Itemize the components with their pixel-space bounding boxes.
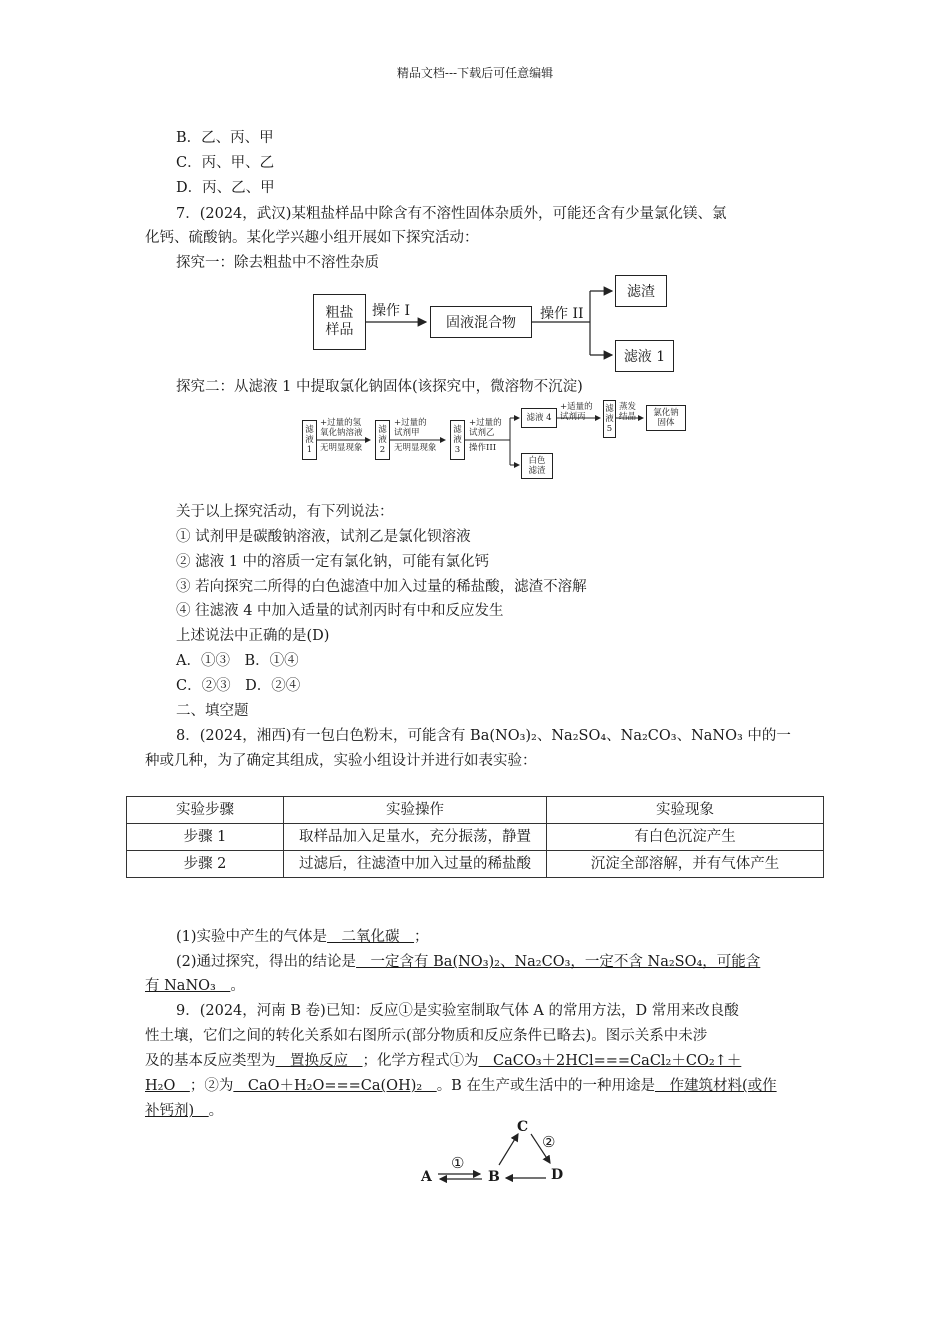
table-header: 实验步骤 — [127, 797, 284, 824]
page-header: 精品文档---下载后可任意编辑 — [396, 66, 554, 80]
arrow3-top-label: +过量的 试剂乙 — [469, 418, 502, 438]
table-header: 实验操作 — [284, 797, 547, 824]
statement-2: ② 滤液 1 中的溶质一定有氯化钠，可能有氯化钙 — [176, 554, 490, 570]
statement-1: ① 试剂甲是碳酸钠溶液，试剂乙是氯化钡溶液 — [176, 529, 471, 545]
table-cell: 有白色沉淀产生 — [547, 824, 824, 851]
arrow1-top-label: +过量的氢 氧化钠溶液 — [320, 418, 363, 438]
option-c: C．丙、甲、乙 — [176, 155, 275, 171]
q8-line1: 8．(2024，湘西)有一包白色粉末，可能含有 Ba(NO₃)₂、Na₂SO₄、Na₂CO₃、NaNO₃ 中的一 — [176, 728, 791, 744]
crude-salt-box: 粗盐 样品 — [313, 294, 366, 350]
table-cell: 沉淀全部溶解，并有气体产生 — [547, 851, 824, 878]
q7-inquiry2: 探究二：从滤液 1 中提取氯化钠固体(该探究中，微溶物不沉淀) — [176, 379, 583, 395]
evaporate-label: 蒸发 结晶 — [619, 402, 637, 422]
node-d: D — [551, 1167, 564, 1183]
q8-line2: 种或几种，为了确定其组成，实验小组设计并进行如表实验： — [145, 753, 537, 769]
q7-options-ab: A．①③ B．①④ — [176, 653, 299, 669]
q8-a2-answer-part2: 有 NaNO₃ — [145, 978, 231, 994]
table-cell: 过滤后，往滤渣中加入过量的稀盐酸 — [284, 851, 547, 878]
residue-box: 滤渣 — [615, 275, 667, 307]
filtrate1-small: 滤 液 1 — [302, 420, 317, 460]
filtrate4-box: 滤液 4 — [521, 408, 557, 428]
filtrate2-box: 滤 液 2 — [375, 420, 390, 460]
section-title: 二、填空题 — [176, 703, 249, 719]
table-cell: 取样品加入足量水，充分振荡，静置 — [284, 824, 547, 851]
option-d: D．丙、乙、甲 — [176, 180, 275, 196]
q9-line2: 性土壤，它们之间的转化关系如右图所示(部分物质和反应条件已略去)。图示关系中未涉 — [145, 1028, 708, 1044]
arrow1-bottom-label: 无明显现象 — [320, 443, 363, 453]
arrow2-top-label: +过量的 试剂甲 — [394, 418, 427, 438]
arrow2-bottom-label: 无明显现象 — [394, 443, 437, 453]
q8-a1-suffix: ； — [414, 929, 429, 945]
white-residue-box: 白色 滤渣 — [521, 453, 553, 479]
op2-label: 操作 II — [540, 306, 584, 322]
q9-answer-eq1-part1: CaCO₃＋2HCl===CaCl₂＋CO₂↑＋ — [478, 1053, 742, 1069]
q8-a1-prefix: (1)实验中产生的气体是 — [176, 929, 328, 945]
filtrate3-box: 滤 液 3 — [450, 420, 465, 460]
q9-answer-reaction-type: 置换反应 — [275, 1053, 363, 1069]
q9-l4-mid2: 。B 在生产或生活中的一种用途是 — [436, 1078, 655, 1094]
q8-a2-prefix: (2)通过探究，得出的结论是 — [176, 954, 357, 970]
mixture-box: 固液混合物 — [430, 306, 532, 338]
q8-a2-suffix: 。 — [230, 978, 245, 994]
arrow4-top-label: +适量的 试剂丙 — [560, 402, 593, 422]
q9-answer-use-part2: 补钙剂) — [145, 1103, 209, 1119]
reaction2-label: ② — [542, 1133, 556, 1151]
nacl-solid-box: 氯化钠 固体 — [646, 405, 686, 431]
arrow3-bottom-label: 操作III — [469, 443, 497, 453]
q7-inquiry1: 探究一：除去粗盐中不溶性杂质 — [176, 255, 379, 271]
q8-a2-answer-part1: 一定含有 Ba(NO₃)₂、Na₂CO₃，一定不含 Na₂SO₄，可能含 — [356, 954, 761, 970]
q7-line1: 7．(2024，武汉)某粗盐样品中除含有不溶性固体杂质外，可能还含有少量氯化镁、氯 — [176, 206, 727, 222]
q7-options-cd: C．②③ D．②④ — [176, 678, 301, 694]
option-b: B．乙、丙、甲 — [176, 130, 274, 146]
statement-3: ③ 若向探究二所得的白色滤渣中加入过量的稀盐酸，滤渣不溶解 — [176, 579, 587, 595]
reaction1-label: ① — [451, 1154, 465, 1172]
statement-4: ④ 往滤液 4 中加入适量的试剂丙时有中和反应发生 — [176, 603, 504, 619]
filtrate5-box: 滤 液 5 — [603, 400, 616, 438]
q9-answer-eq1-part2: H₂O — [145, 1078, 190, 1094]
filtrate1-box: 滤液 1 — [615, 340, 674, 372]
q9-l3-prefix: 及的基本反应类型为 — [145, 1053, 276, 1069]
table-cell: 步骤 2 — [127, 851, 284, 878]
q9-answer-eq2: CaO＋H₂O===Ca(OH)₂ — [233, 1078, 437, 1094]
q7-question: 上述说法中正确的是(D) — [176, 628, 330, 644]
q9-l3-mid: ；化学方程式①为 — [362, 1053, 479, 1069]
q9-l4-mid: ；②为 — [189, 1078, 234, 1094]
q8-a1-answer: 二氧化碳 — [327, 929, 415, 945]
node-a: A — [421, 1169, 432, 1185]
q9-l5-suffix: 。 — [208, 1103, 224, 1119]
node-b: B — [488, 1169, 500, 1185]
table-header: 实验现象 — [547, 797, 824, 824]
node-c: C — [517, 1119, 529, 1135]
q9-line1: 9．(2024，河南 B 卷)已知：反应①是实验室制取气体 A 的常用方法，D 常用来改良酸 — [176, 1003, 739, 1019]
q9-answer-use-part1: 作建筑材料(或作 — [654, 1078, 777, 1094]
op1-label: 操作 I — [372, 303, 410, 319]
q7-intro: 关于以上探究活动，有下列说法： — [176, 504, 394, 520]
q7-line2: 化钙、硫酸钠。某化学兴趣小组开展如下探究活动： — [145, 230, 479, 246]
table-cell: 步骤 1 — [127, 824, 284, 851]
